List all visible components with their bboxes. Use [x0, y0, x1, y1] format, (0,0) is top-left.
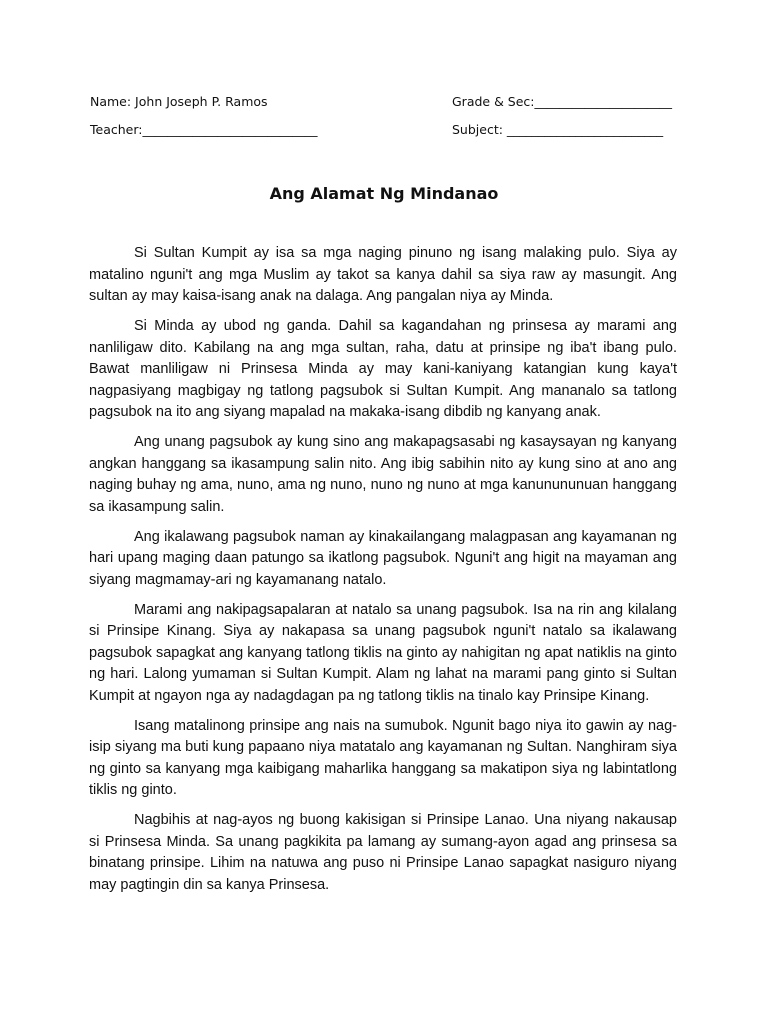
- header-row-1: [90, 92, 690, 120]
- paragraph: Isang matalinong prinsipe ang nais na sumubok. Ngunit bago niya ito gawin ay nag-isip siyang ma buti kung papaano niya matatalo ang kayamanan ng Sultan. Nanghiram siya ng ginto sa kanyang mga kaibigang maharlika hanggang sa makatipon siya ng labintatlong tiklis ng ginto.: [89, 717, 677, 798]
- document-title: Ang Alamat Ng Mindanao: [269, 184, 499, 203]
- worksheet-header: [90, 92, 690, 148]
- paragraph: Si Sultan Kumpit ay isa sa mga naging pinuno ng isang malaking pulo. Siya ay matalino nguni't ang mga Muslim ay takot sa kanya dahil sa siya raw ay masungit. Ang sultan ay may kaisa-isang anak na dalaga. Ang pangalan niya ay Minda.: [89, 245, 677, 304]
- paragraph: Ang unang pagsubok ay kung sino ang makapagsasabi ng kasaysayan ng kanyang angkan hanggang sa ikasampung salin nito. Ang ibig sabihin nito ay kung sino at ano ang naging buhay ng ama, nuno, ama ng nuno, nuno ng nuno at mga kanunununuan hanggang sa ikasampung salin.: [89, 434, 677, 515]
- paragraph: Marami ang nakipagsapalaran at natalo sa unang pagsubok. Isa na rin ang kilalang si Prinsipe Kinang. Siya ay nakapasa sa unang pagsubok nguni't natalo sa ikalawang pagsubok sapagkat ang kanyang tatlong tiklis na ginto ay nahigitan ng apat natiklis na ginto ng hari. Lalong yumaman si Sultan Kumpit. Alam ng lahat na marami pang ginto si Sultan Kumpit at ngayon nga ay nadagdagan pa ng tatlong tiklis na tinalo kay Prinsipe Kinang.: [89, 601, 677, 704]
- paragraph: Nagbihis at nag-ayos ng buong kakisigan si Prinsipe Lanao. Una niyang nakausap si Prinsesa Minda. Sa unang pagkikita pa lamang ay sumang-ayon agad ang prinsesa sa binatang prinsipe. Lihim na natuwa ang puso ni Prinsipe Lanao sapagkat nasiguro niyang may pagtingin din sa kanya Prinsesa.: [89, 812, 677, 893]
- teacher-field: Teacher:____________________________: [90, 122, 318, 137]
- grade-section-field: Grade & Sec:______________________: [452, 94, 673, 109]
- subject-field: Subject: _________________________: [452, 122, 664, 137]
- header-row-2: [90, 120, 690, 148]
- paragraph: Si Minda ay ubod ng ganda. Dahil sa kagandahan ng prinsesa ay marami ang nanliligaw dito. Kabilang na ang mga sultan, raha, datu at prinsipe ng iba't ibang pulo. Bawat manliligaw ni Prinsesa Minda ay may kani-kaniyang katangian kung kaya't nagpasiyang magbigay ng tatlong pagsubok si Sultan Kumpit. Ang mananalo sa tatlong pagsubok na ito ang siyang mapalad na makaka-isang dibdib ng kanyang anak.: [89, 318, 677, 420]
- story-body: [89, 243, 677, 905]
- student-name-field: Name: John Joseph P. Ramos: [90, 94, 268, 109]
- paragraph: Ang ikalawang pagsubok naman ay kinakailangang malagpasan ang kayamanan ng hari upang maging daan patungo sa ikatlong pagsubok. Nguni't ang higit na mayaman ang siyang magmamay-ari ng kayamanang natalo.: [89, 528, 677, 588]
